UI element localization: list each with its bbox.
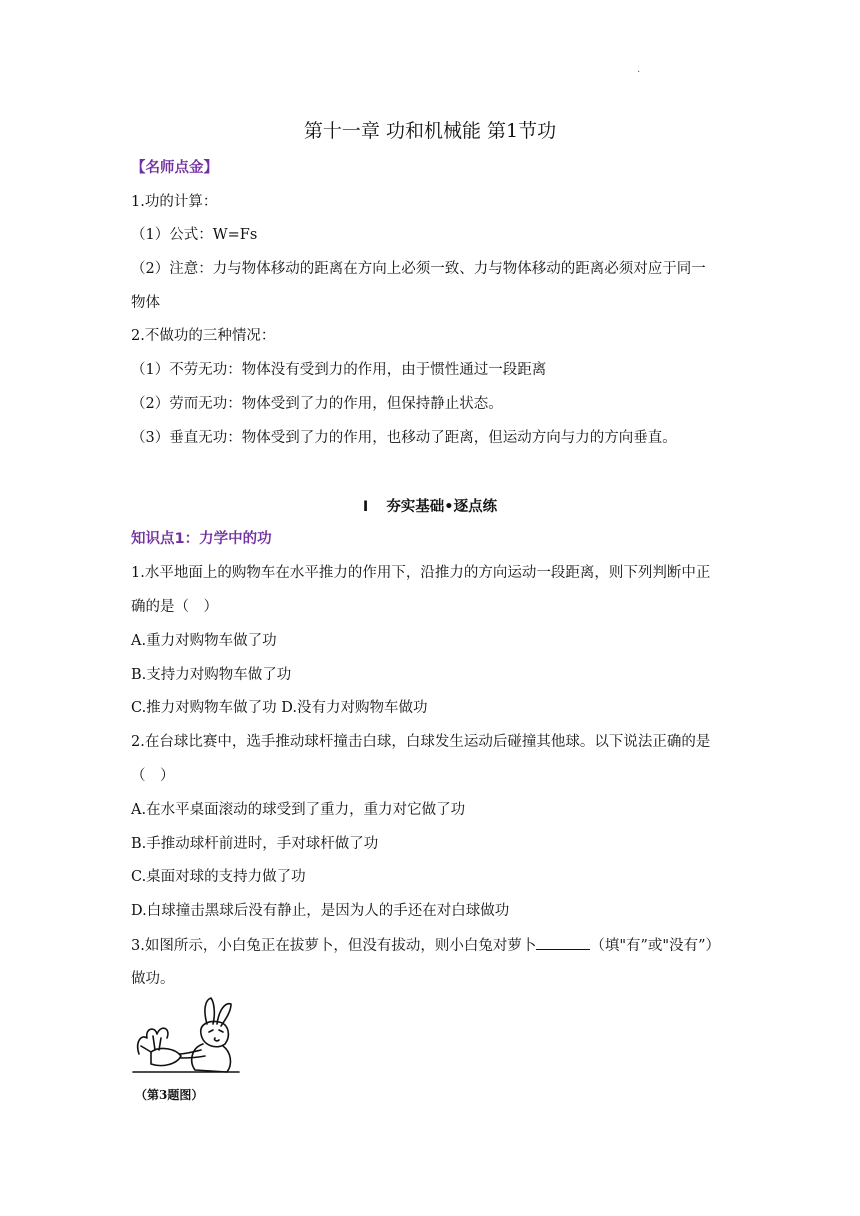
- section-heading: [0, 495, 860, 516]
- question-option: B.支持力对购物车做了功: [131, 667, 292, 683]
- tip-line: （2）注意：力与物体移动的距离在方向上必须一致、力与物体移动的距离必须对应于同一: [131, 261, 706, 277]
- question-line: 1.水平地面上的购物车在水平推力的作用下，沿推力的方向运动一段距离，则下列判断中正: [131, 565, 711, 581]
- tip-line: （1）公式：W=Fs: [131, 227, 258, 243]
- figure-caption: （第3题图）: [135, 1088, 204, 1102]
- question-3-line: [131, 935, 720, 956]
- question-option: D.白球撞击黑球后没有静止，是因为人的手还在对白球做功: [131, 903, 510, 919]
- question-3-text-after: （填"有”或"没有”）: [590, 938, 721, 954]
- question-line: （ ）: [131, 768, 175, 784]
- tip-heading: 【名师点金】: [131, 160, 218, 176]
- header-mark: .: [637, 64, 641, 75]
- question-option: B.手推动球杆前进时，手对球杆做了功: [131, 836, 379, 852]
- rabbit-pulling-radish-illustration: [131, 994, 241, 1074]
- question-option: C.推力对购物车做了功 D.没有力对购物车做功: [131, 700, 428, 716]
- tip-line: 物体: [131, 295, 160, 311]
- section-title: 夯实基础•逐点练: [386, 499, 498, 515]
- question-option: C.桌面对球的支持力做了功: [131, 869, 306, 885]
- answer-blank[interactable]: [536, 935, 590, 950]
- tip-line: （2）劳而无功：物体受到了力的作用，但保持静止状态。: [131, 396, 503, 412]
- section-roman: I: [362, 499, 369, 515]
- question-line: 确的是（ ）: [131, 599, 218, 615]
- knowledge-point-heading: 知识点1：力学中的功: [131, 531, 272, 547]
- tip-line: （1）不劳无功：物体没有受到力的作用，由于惯性通过一段距离: [131, 362, 547, 378]
- tip-line: （3）垂直无功：物体受到了力的作用，也移动了距离，但运动方向与力的方向垂直。: [131, 430, 677, 446]
- question-3-text-before: 3.如图所示，小白兔正在拔萝卜，但没有拔动，则小白兔对萝卜: [131, 938, 537, 954]
- question-option: A.重力对购物车做了功: [131, 633, 277, 649]
- question-3-line-2: 做功。: [131, 971, 175, 987]
- tip-line: 1.功的计算：: [131, 194, 218, 210]
- page-title: 第十一章 功和机械能 第1节功: [303, 120, 557, 142]
- question-line: 2.在台球比赛中，选手推动球杆撞击白球，白球发生运动后碰撞其他球。以下说法正确的是: [131, 734, 711, 750]
- tip-line: 2.不做功的三种情况：: [131, 328, 276, 344]
- question-option: A.在水平桌面滚动的球受到了重力，重力对它做了功: [131, 802, 466, 818]
